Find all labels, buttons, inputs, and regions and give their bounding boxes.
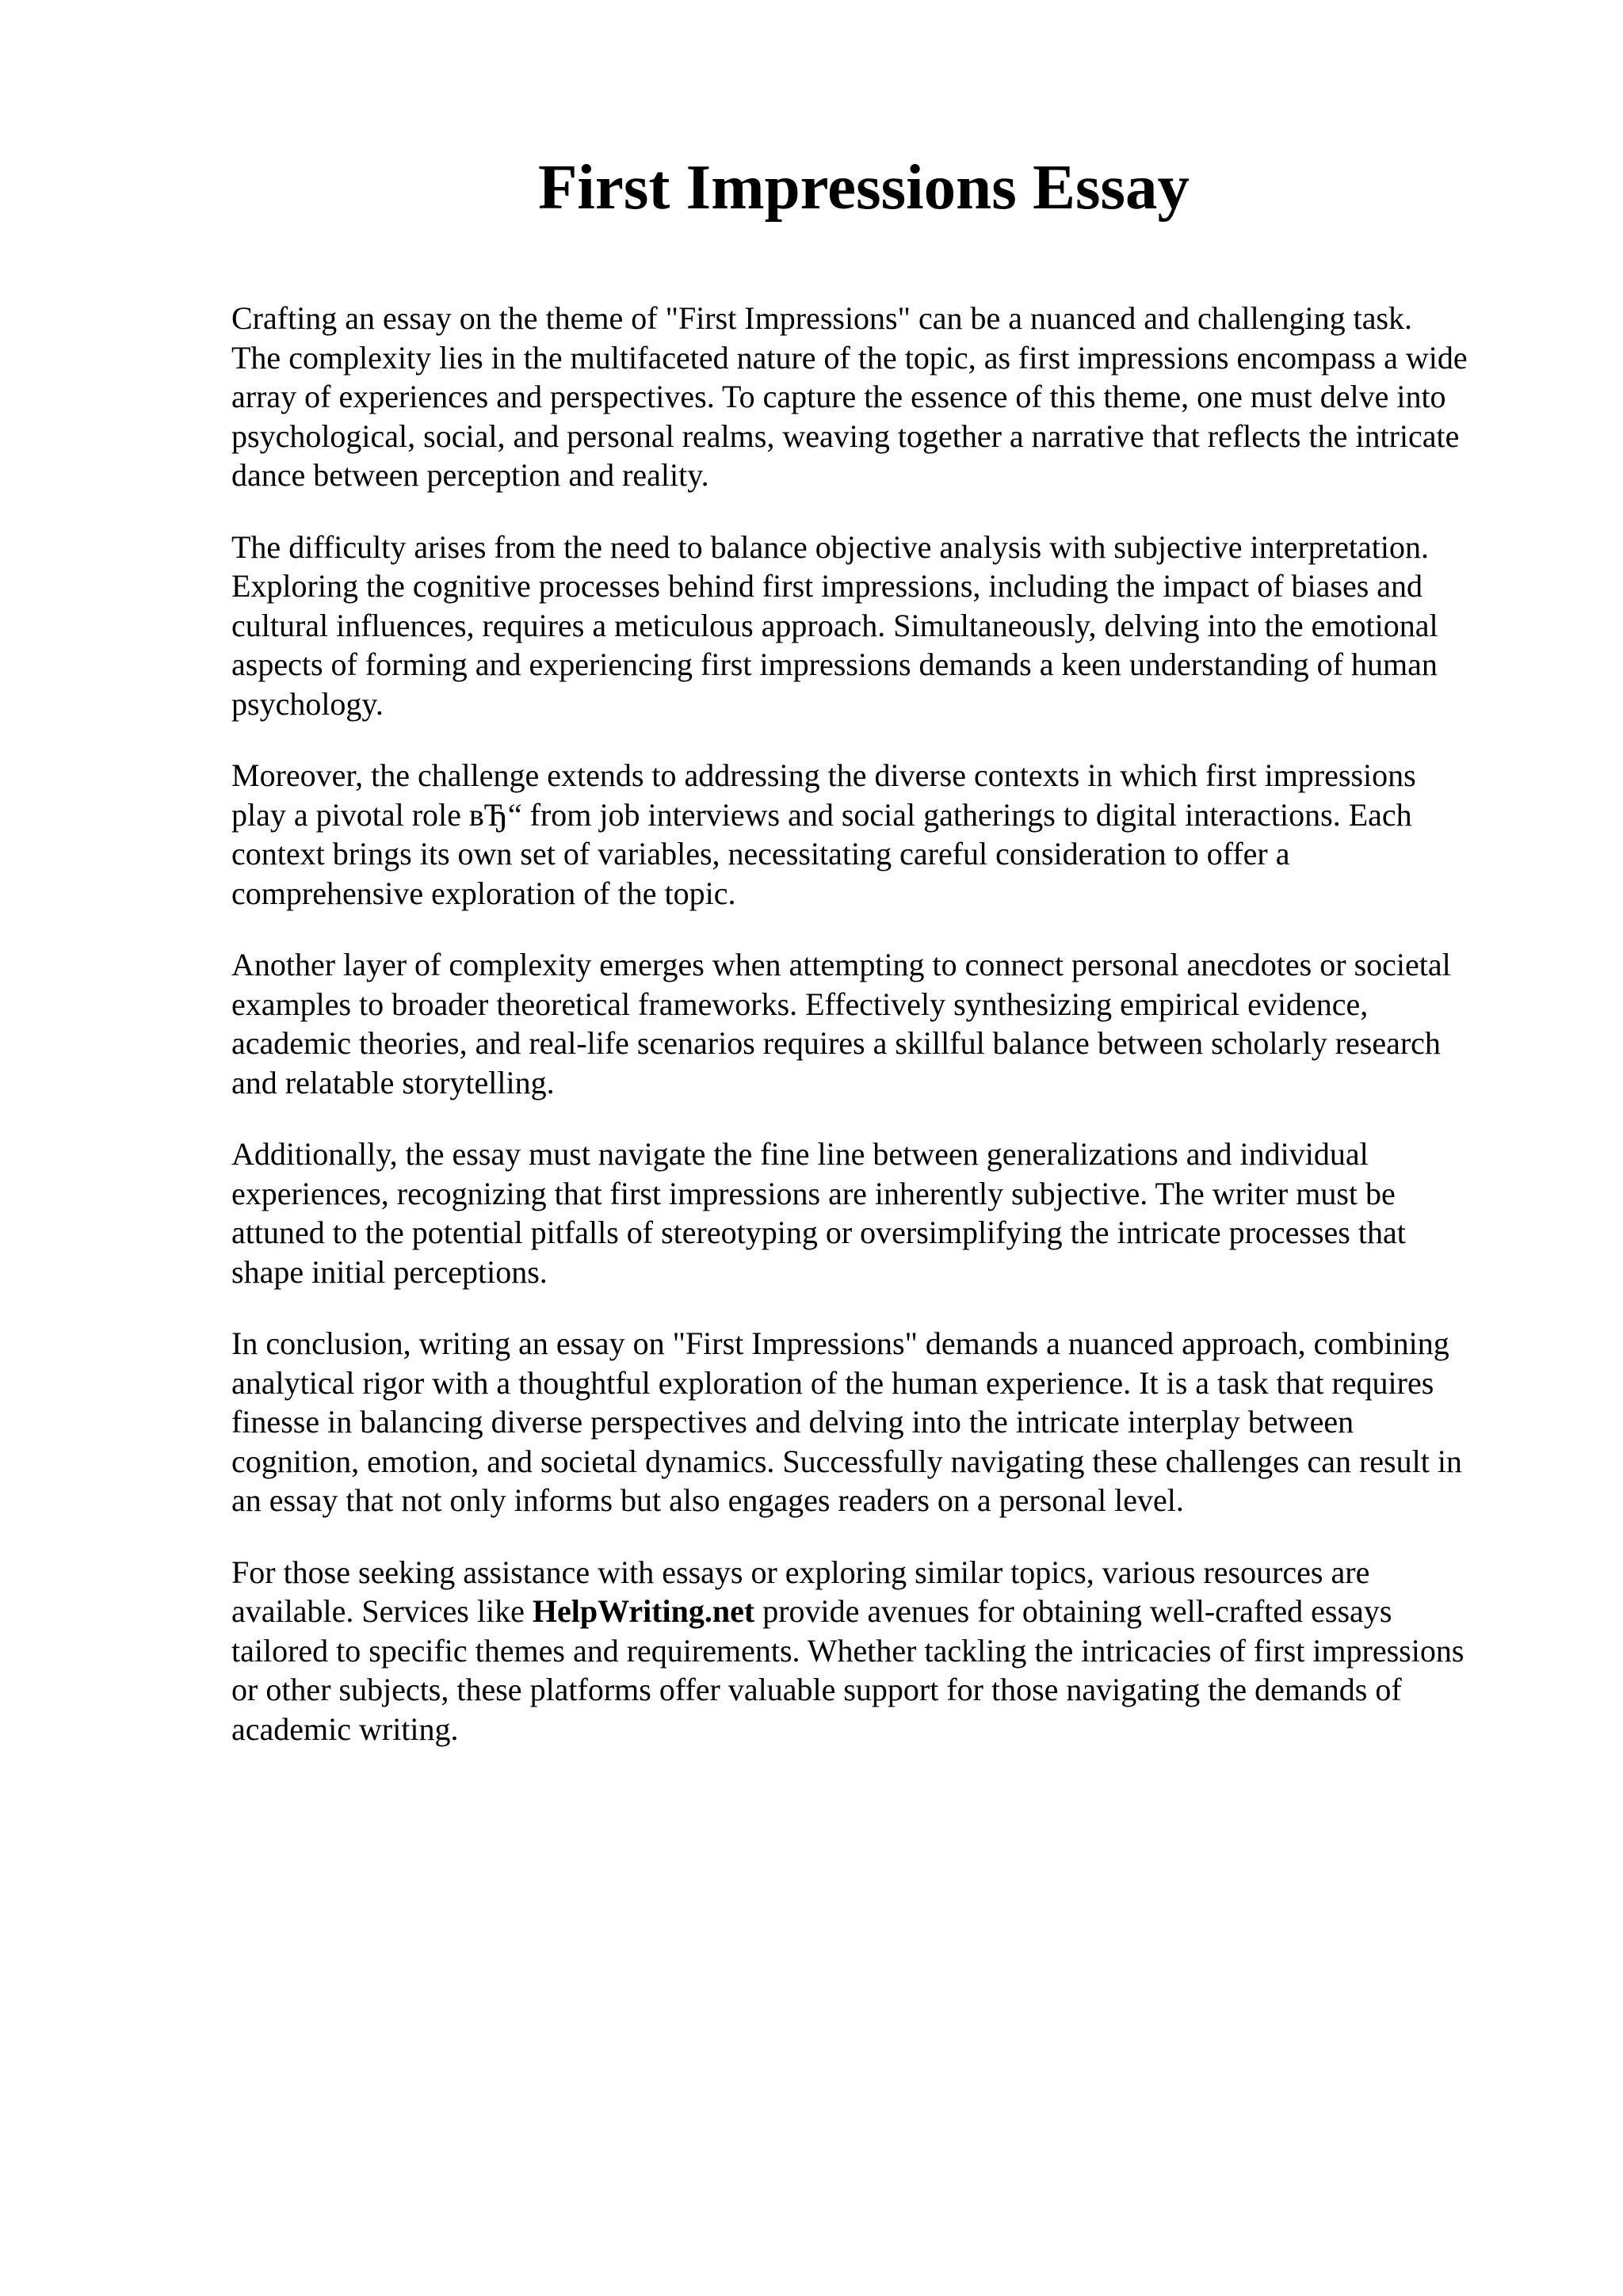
text-line: The difficulty arises from the need to balance objective analysis with subjective interpretation.	[231, 528, 1429, 565]
text-line: cultural influences, requires a meticulous approach. Simultaneously, delving into the emotional	[231, 607, 1438, 643]
paragraph-closing	[231, 1553, 1515, 1749]
paragraph-2	[231, 528, 1515, 724]
text-line: examples to broader theoretical frameworks. Effectively synthesizing empirical evidence,	[231, 986, 1369, 1022]
text-line: array of experiences and perspectives. To capture the essence of this theme, one must delve into	[231, 379, 1446, 414]
text-line: academic writing.	[231, 1711, 459, 1747]
paragraph-4	[231, 945, 1515, 1102]
text-line: experiences, recognizing that first impressions are inherently subjective. The writer must be	[231, 1175, 1396, 1211]
brand-name: HelpWriting.net	[532, 1593, 755, 1629]
text-line: and relatable storytelling.	[231, 1064, 555, 1100]
text-line: tailored to specific themes and requirements. Whether tackling the intricacies of first impressions	[231, 1632, 1465, 1669]
paragraph-5	[231, 1135, 1515, 1291]
text-line: an essay that not only informs but also engages readers on a personal level.	[231, 1482, 1184, 1518]
paragraph-1	[231, 299, 1515, 495]
text-line: Another layer of complexity emerges when attempting to connect personal anecdotes or societal	[231, 947, 1451, 982]
page-title: First Impressions Essay	[537, 151, 1190, 223]
text-line: analytical rigor with a thoughtful exploration of the human experience. It is a task that requires	[231, 1364, 1434, 1401]
text-fragment: provide avenues for obtaining well-crafted essays	[754, 1593, 1392, 1629]
text-line: academic theories, and real-life scenarios requires a skillful balance between scholarly research	[231, 1025, 1441, 1061]
text-line: comprehensive exploration of the topic.	[231, 875, 736, 911]
text-line: psychology.	[231, 685, 384, 722]
text-line: Additionally, the essay must navigate the fine line between generalizations and individual	[231, 1136, 1369, 1172]
text-line: Exploring the cognitive processes behind first impressions, including the impact of biases and	[231, 568, 1423, 604]
text-line: The complexity lies in the multifaceted nature of the topic, as first impressions encompass a wide	[231, 339, 1468, 376]
text-fragment: available. Services like	[231, 1593, 533, 1629]
text-line: finesse in balancing diverse perspectives and delving into the intricate interplay between	[231, 1404, 1354, 1440]
paragraph-3	[231, 756, 1515, 913]
essay-body	[231, 299, 1515, 1749]
text-line: play a pivotal role вЂ“ from job interviews and social gatherings to digital interactions. Each	[231, 796, 1412, 833]
text-line: context brings its own set of variables, necessitating careful consideration to offer a	[231, 836, 1290, 871]
text-line: aspects of forming and experiencing first impressions demands a keen understanding of human	[231, 646, 1438, 682]
text-line-with-brand	[231, 1592, 1515, 1631]
text-line: cognition, emotion, and societal dynamics. Successfully navigating these challenges can result in	[231, 1443, 1462, 1479]
text-line: dance between perception and reality.	[231, 457, 709, 493]
text-line: Crafting an essay on the theme of "First Impressions" can be a nuanced and challenging task.	[231, 300, 1413, 336]
text-line: For those seeking assistance with essays or exploring similar topics, various resources are	[231, 1554, 1370, 1590]
paragraph-6	[231, 1324, 1515, 1520]
text-line: Moreover, the challenge extends to addressing the diverse contexts in which first impressions	[231, 757, 1416, 793]
text-line: shape initial perceptions.	[231, 1253, 548, 1290]
text-line: attuned to the potential pitfalls of stereotyping or oversimplifying the intricate processes that	[231, 1215, 1406, 1250]
text-line: psychological, social, and personal realms, weaving together a narrative that reflects the intricate	[231, 418, 1460, 454]
text-line: or other subjects, these platforms offer valuable support for those navigating the demands of	[231, 1672, 1402, 1707]
text-line: In conclusion, writing an essay on "First Impressions" demands a nuanced approach, combining	[231, 1325, 1449, 1361]
